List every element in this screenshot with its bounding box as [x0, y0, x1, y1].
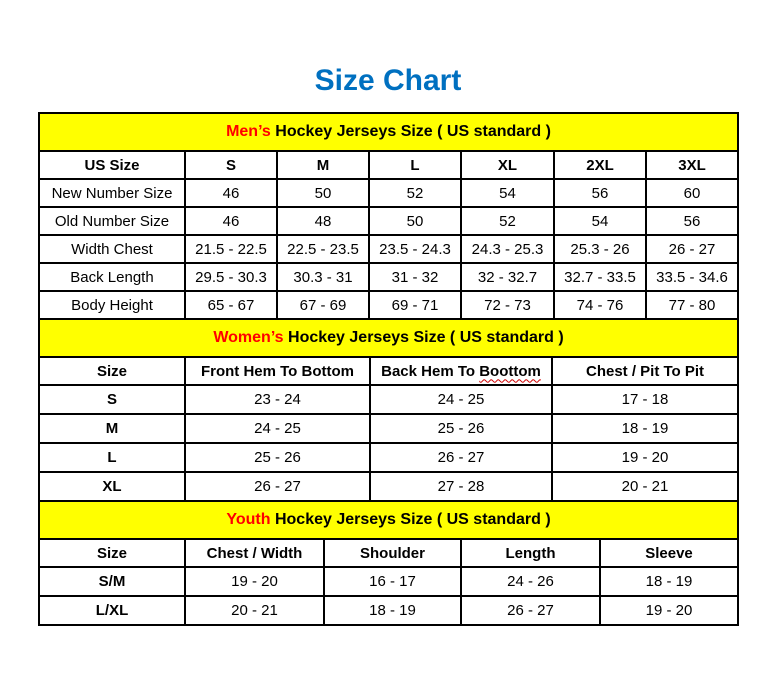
value-cell: 23 - 24: [185, 385, 370, 414]
value-cell: 17 - 18: [552, 385, 738, 414]
table-row: [39, 596, 738, 625]
womens-header-front-hem: Front Hem To Bottom: [185, 357, 370, 385]
row-label: Width Chest: [39, 235, 185, 263]
value-cell: 26 - 27: [646, 235, 738, 263]
value-cell: 52: [369, 179, 461, 207]
mens-header-xl: XL: [461, 151, 554, 179]
row-label: New Number Size: [39, 179, 185, 207]
value-cell: 65 - 67: [185, 291, 277, 319]
value-cell: 16 - 17: [324, 567, 461, 596]
value-cell: 20 - 21: [185, 596, 324, 625]
value-cell: 19 - 20: [185, 567, 324, 596]
value-cell: 20 - 21: [552, 472, 738, 501]
back-hem-prefix: Back Hem To: [381, 362, 480, 380]
value-cell: 24 - 26: [461, 567, 600, 596]
table-row: [39, 179, 738, 207]
value-cell: 50: [369, 207, 461, 235]
value-cell: 25.3 - 26: [554, 235, 646, 263]
mens-header-us-size: US Size: [39, 151, 185, 179]
youth-banner-highlight: Youth: [226, 511, 271, 528]
youth-banner-text: Hockey Jerseys Size ( US standard ): [270, 511, 551, 528]
row-label: Back Length: [39, 263, 185, 291]
womens-banner-highlight: Women’s: [213, 329, 284, 346]
value-cell: 26 - 27: [185, 472, 370, 501]
value-cell: 74 - 76: [554, 291, 646, 319]
page-title: Size Chart: [314, 64, 462, 97]
value-cell: 18 - 19: [552, 414, 738, 443]
mens-size-table: [38, 112, 739, 320]
mens-header-s: S: [185, 151, 277, 179]
youth-header-shoulder: Shoulder: [324, 539, 461, 567]
table-row: [39, 472, 738, 501]
youth-size-table: [38, 500, 739, 626]
youth-header-length: Length: [461, 539, 600, 567]
mens-banner-row: [39, 113, 738, 151]
mens-header-row: [39, 151, 738, 179]
value-cell: 24 - 25: [370, 385, 552, 414]
table-row: [39, 291, 738, 319]
value-cell: 60: [646, 179, 738, 207]
value-cell: 54: [554, 207, 646, 235]
womens-banner-text: Hockey Jerseys Size ( US standard ): [283, 329, 564, 346]
value-cell: 19 - 20: [600, 596, 738, 625]
value-cell: 32 - 32.7: [461, 263, 554, 291]
table-row: [39, 385, 738, 414]
womens-size-table: [38, 318, 739, 502]
table-row: [39, 207, 738, 235]
mens-header-m: M: [277, 151, 369, 179]
value-cell: 18 - 19: [600, 567, 738, 596]
mens-header-2xl: 2XL: [554, 151, 646, 179]
value-cell: 29.5 - 30.3: [185, 263, 277, 291]
womens-header-size: Size: [39, 357, 185, 385]
mens-header-l: L: [369, 151, 461, 179]
value-cell: 46: [185, 179, 277, 207]
value-cell: 26 - 27: [461, 596, 600, 625]
value-cell: 77 - 80: [646, 291, 738, 319]
row-label: L/XL: [39, 596, 185, 625]
table-row: [39, 235, 738, 263]
value-cell: 30.3 - 31: [277, 263, 369, 291]
table-row: [39, 567, 738, 596]
row-label: Body Height: [39, 291, 185, 319]
value-cell: 31 - 32: [369, 263, 461, 291]
value-cell: 23.5 - 24.3: [369, 235, 461, 263]
youth-header-size: Size: [39, 539, 185, 567]
value-cell: 67 - 69: [277, 291, 369, 319]
row-label: Old Number Size: [39, 207, 185, 235]
value-cell: 27 - 28: [370, 472, 552, 501]
row-label: L: [39, 443, 185, 472]
value-cell: 33.5 - 34.6: [646, 263, 738, 291]
value-cell: 25 - 26: [370, 414, 552, 443]
youth-banner: [39, 501, 738, 539]
value-cell: 46: [185, 207, 277, 235]
value-cell: 72 - 73: [461, 291, 554, 319]
value-cell: 56: [646, 207, 738, 235]
youth-header-sleeve: Sleeve: [600, 539, 738, 567]
value-cell: 69 - 71: [369, 291, 461, 319]
value-cell: 18 - 19: [324, 596, 461, 625]
back-hem-misspelled-word: Boottom: [479, 362, 541, 380]
youth-banner-row: [39, 501, 738, 539]
value-cell: 56: [554, 179, 646, 207]
row-label: S/M: [39, 567, 185, 596]
womens-banner-row: [39, 319, 738, 357]
table-row: [39, 414, 738, 443]
womens-header-back-hem: [370, 357, 552, 385]
value-cell: 22.5 - 23.5: [277, 235, 369, 263]
row-label: M: [39, 414, 185, 443]
value-cell: 50: [277, 179, 369, 207]
table-row: [39, 443, 738, 472]
mens-banner-text: Hockey Jerseys Size ( US standard ): [270, 123, 551, 140]
womens-header-row: [39, 357, 738, 385]
youth-header-chest: Chest / Width: [185, 539, 324, 567]
value-cell: 52: [461, 207, 554, 235]
table-row: [39, 263, 738, 291]
value-cell: 25 - 26: [185, 443, 370, 472]
value-cell: 32.7 - 33.5: [554, 263, 646, 291]
row-label: S: [39, 385, 185, 414]
value-cell: 24.3 - 25.3: [461, 235, 554, 263]
value-cell: 21.5 - 22.5: [185, 235, 277, 263]
womens-banner: [39, 319, 738, 357]
value-cell: 48: [277, 207, 369, 235]
value-cell: 26 - 27: [370, 443, 552, 472]
row-label: XL: [39, 472, 185, 501]
mens-header-3xl: 3XL: [646, 151, 738, 179]
size-chart-tables: [38, 112, 738, 626]
mens-banner-highlight: Men’s: [226, 123, 271, 140]
value-cell: 24 - 25: [185, 414, 370, 443]
youth-header-row: [39, 539, 738, 567]
womens-header-chest: Chest / Pit To Pit: [552, 357, 738, 385]
value-cell: 54: [461, 179, 554, 207]
mens-banner: [39, 113, 738, 151]
value-cell: 19 - 20: [552, 443, 738, 472]
